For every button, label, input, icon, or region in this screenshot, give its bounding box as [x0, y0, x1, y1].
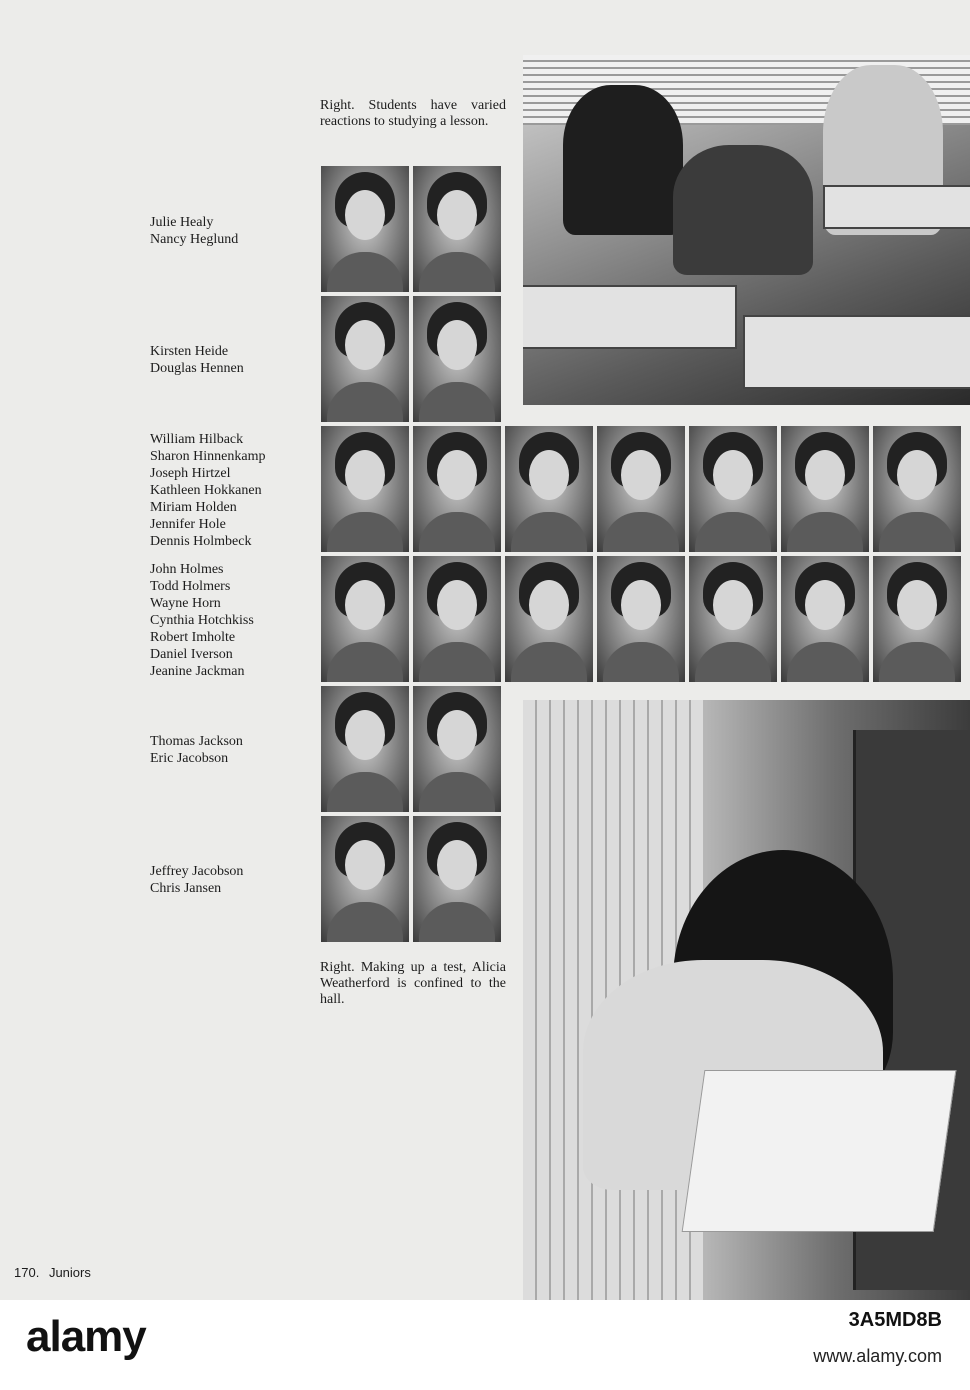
student-portrait [413, 556, 501, 682]
student-portrait [413, 166, 501, 292]
page-number: 170. [14, 1265, 40, 1280]
names-group-3 [150, 431, 265, 550]
student-name: Julie Healy [150, 215, 214, 230]
student-name: William Hilback [150, 432, 244, 447]
student-portrait [505, 426, 593, 552]
student-name: Jennifer Hole [150, 517, 226, 532]
student-portrait [781, 556, 869, 682]
student-portrait [321, 426, 409, 552]
student-name: Jeanine Jackman [150, 664, 245, 679]
names-group-6 [150, 863, 243, 897]
hallway-photo [523, 700, 970, 1300]
student-portrait [413, 816, 501, 942]
student-name: John Holmes [150, 562, 224, 577]
names-group-1 [150, 214, 238, 248]
student-portrait [321, 686, 409, 812]
student-name: Eric Jacobson [150, 751, 229, 766]
student-portrait [689, 556, 777, 682]
student-portrait [597, 556, 685, 682]
caption-bottom: Right. Making up a test, Alicia Weatherford is confined to the hall. [320, 960, 506, 1007]
stock-url: www.alamy.com [813, 1346, 942, 1366]
student-name: Daniel Iverson [150, 647, 233, 662]
names-group-4 [150, 561, 254, 680]
student-portrait [321, 556, 409, 682]
student-portrait [413, 296, 501, 422]
page-footer [14, 1265, 91, 1280]
student-portrait [321, 296, 409, 422]
student-portrait [413, 686, 501, 812]
names-group-2 [150, 343, 244, 377]
student-name: Douglas Hennen [150, 361, 244, 376]
caption-top: Right. Students have varied reactions to studying a lesson. [320, 98, 506, 129]
section-label: Juniors [48, 1265, 91, 1280]
student-portrait [873, 426, 961, 552]
student-name: Wayne Horn [150, 596, 221, 611]
student-portrait [413, 426, 501, 552]
stock-image-id: 3A5MD8B [848, 1309, 942, 1331]
student-name: Kathleen Hokkanen [150, 483, 262, 498]
student-name: Jeffrey Jacobson [150, 864, 244, 879]
student-name: Nancy Heglund [150, 232, 239, 247]
student-portrait [321, 166, 409, 292]
student-name: Chris Jansen [150, 881, 222, 896]
student-portrait [321, 816, 409, 942]
student-portrait [597, 426, 685, 552]
stock-logo: alamy [26, 1312, 146, 1361]
student-name: Cynthia Hotchkiss [150, 613, 254, 628]
student-portrait [689, 426, 777, 552]
student-name: Miriam Holden [150, 500, 237, 515]
student-name: Sharon Hinnenkamp [150, 449, 266, 464]
student-name: Robert Imholte [150, 630, 236, 645]
student-name: Kirsten Heide [150, 344, 229, 359]
student-name: Joseph Hirtzel [150, 466, 231, 481]
student-portrait [505, 556, 593, 682]
student-portrait [781, 426, 869, 552]
student-name: Dennis Holmbeck [150, 534, 252, 549]
student-name: Thomas Jackson [150, 734, 243, 749]
names-group-5 [150, 733, 243, 767]
student-name: Todd Holmers [150, 579, 231, 594]
student-portrait [873, 556, 961, 682]
classroom-photo [523, 55, 970, 405]
